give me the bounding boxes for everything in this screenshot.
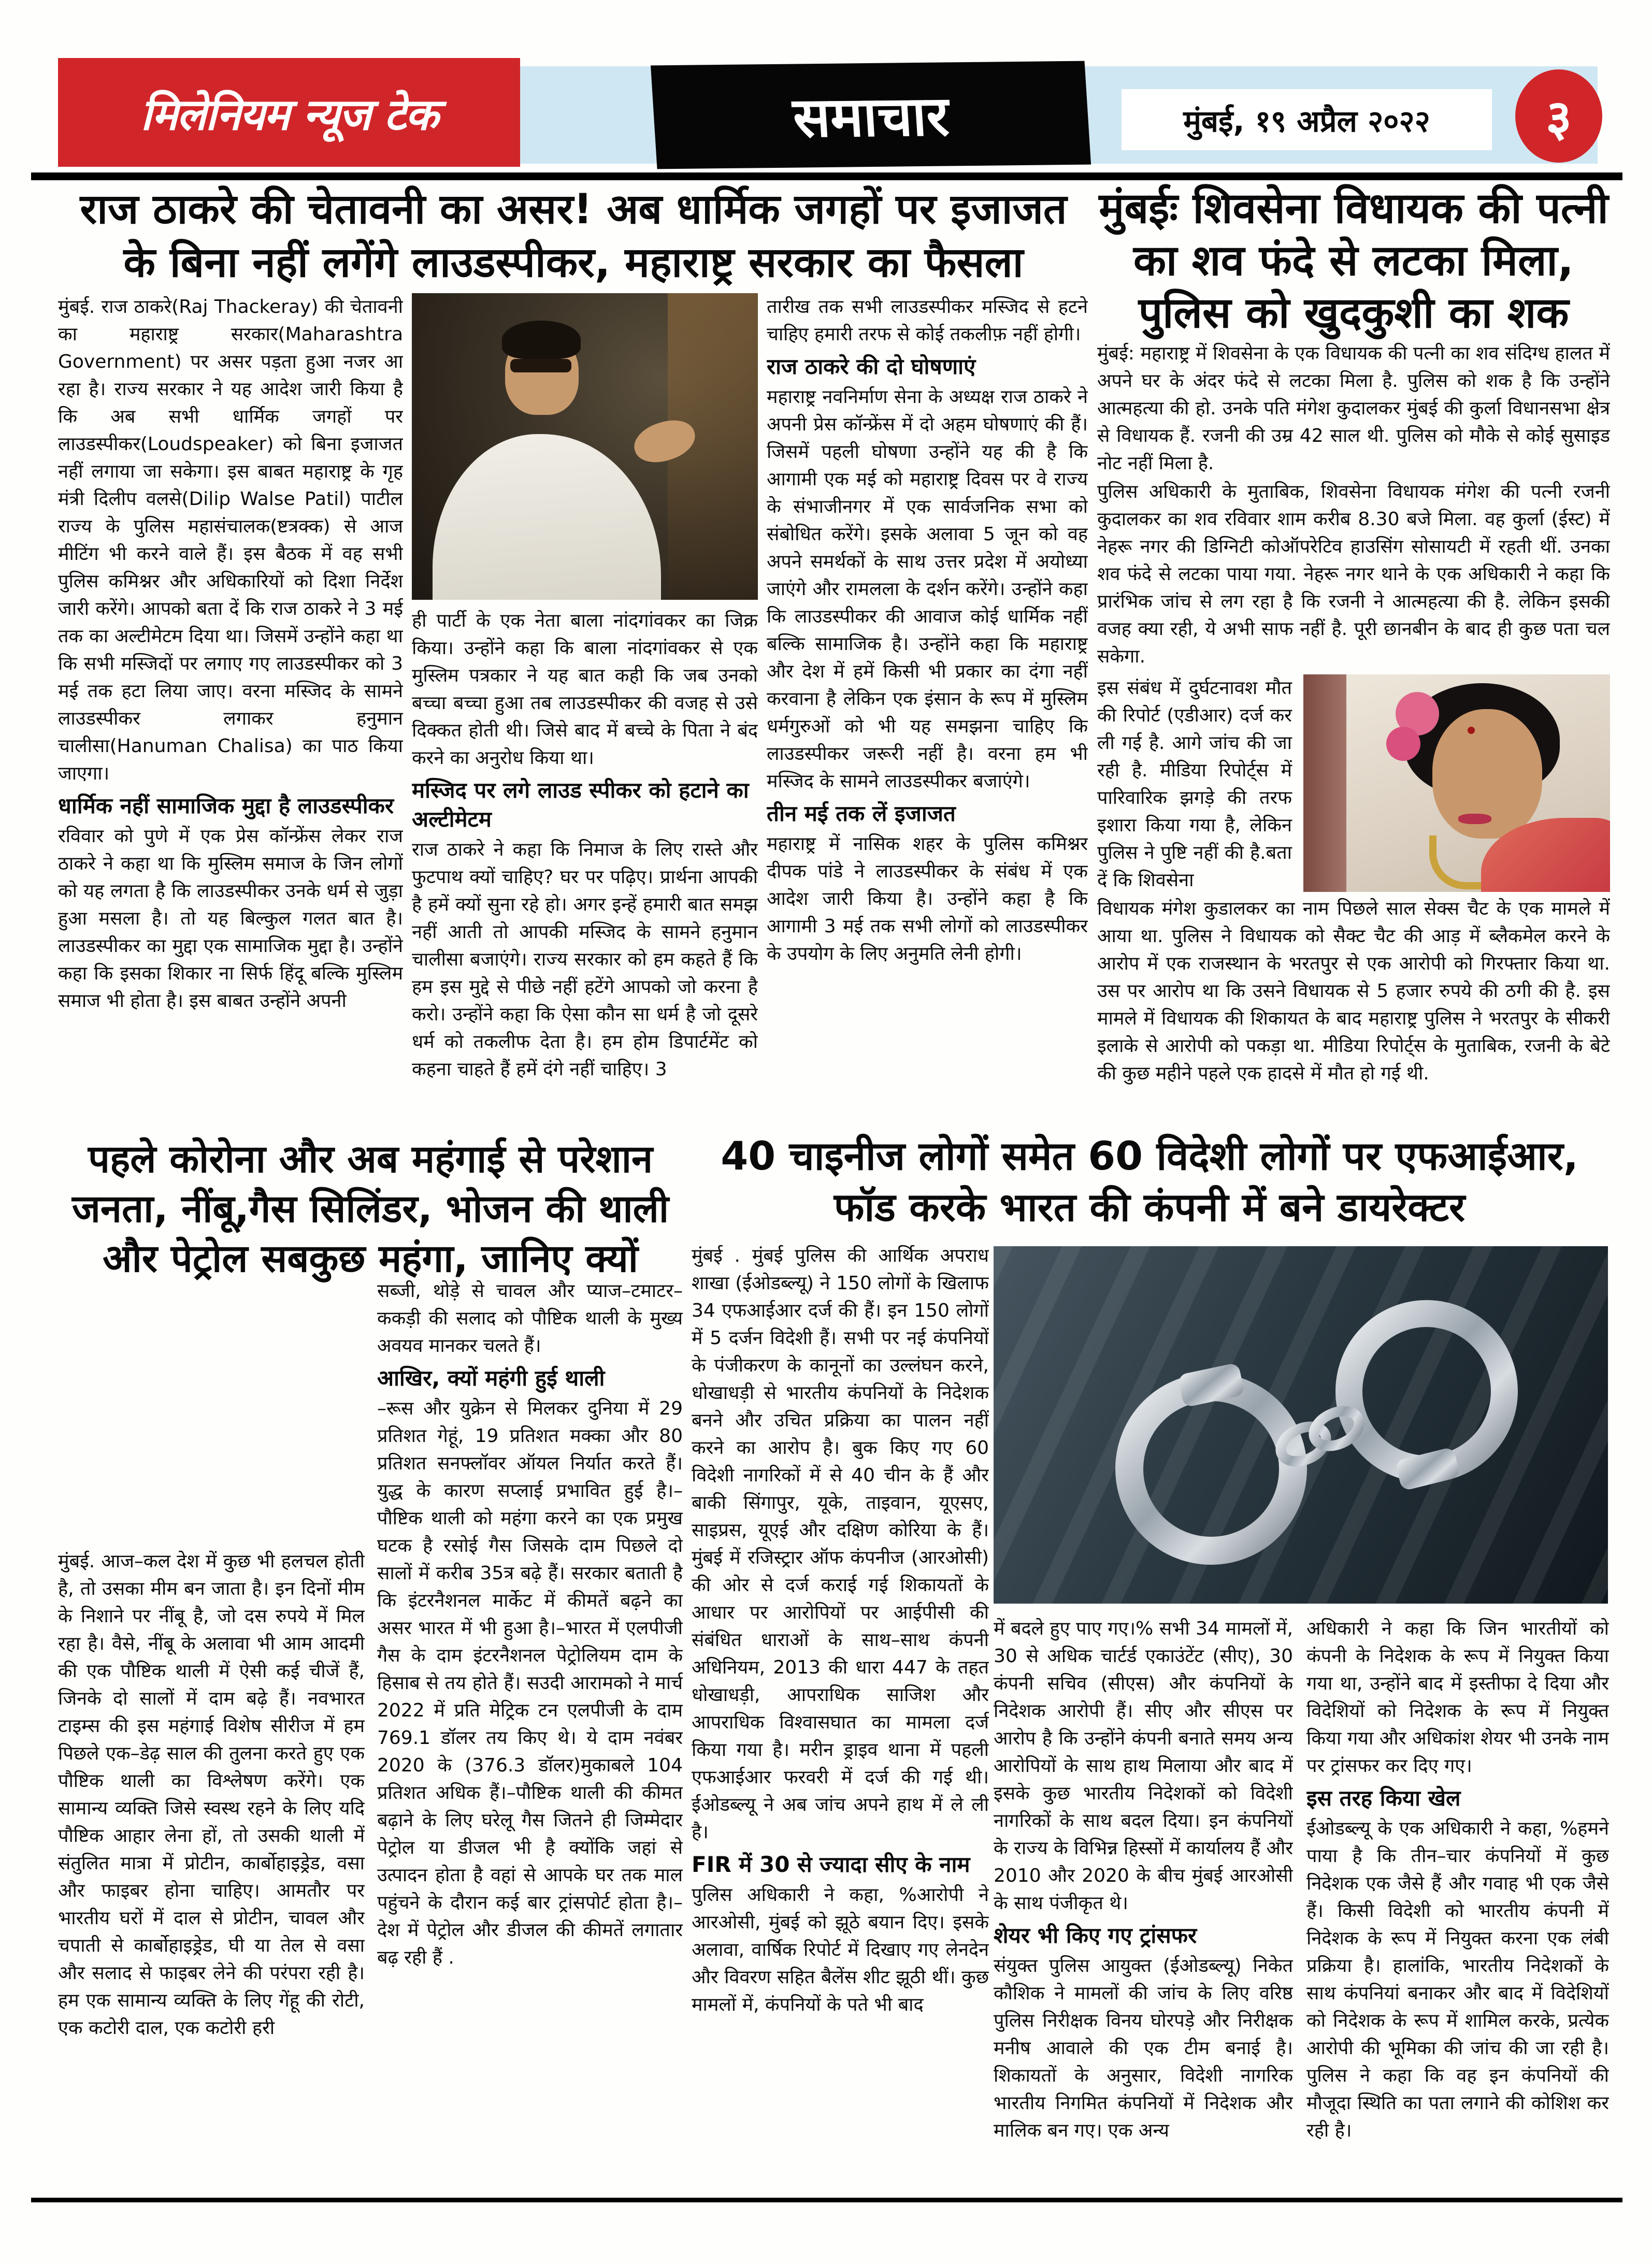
raj-thackeray-hair: [502, 321, 581, 359]
page-number-badge: [1515, 69, 1602, 163]
article-loudspeaker-headline: राज ठाकरे की चेतावनी का असर! अब धार्मिक जगहों पर इजाजत के बिना नहीं लगेंगे लाउडस्पीकर, महाराष्ट्र सरकार का फैसला: [80, 185, 1067, 286]
brand-title: मिलेनियम न्यूज टेक: [140, 89, 438, 140]
article-loudspeaker-subhead-social: धार्मिक नहीं सामाजिक मुद्दा है लाउडस्पीकर: [58, 793, 394, 818]
rajni-kudalkar-photo: [1303, 674, 1610, 892]
article-fir-col1: [692, 1242, 989, 2194]
handcuffs-illustration: [994, 1246, 1608, 1604]
masthead-date-box: [1122, 89, 1492, 150]
article-loudspeaker-col1: [58, 293, 403, 1148]
article-loudspeaker-subhead-announcements: राज ठाकरे की दो घोषणाएं: [767, 354, 976, 379]
article-fir-col3: [1306, 1615, 1609, 2195]
article-mla-wife-para2: पुलिस अधिकारी के मुताबिक, शिवसेना विधायक मंगेश की पत्नी रजनी कुदालकर का शव रविवार शाम करीब 8.30 बजे मिला. वह कुर्ला (ईस्ट) में नेहरू नगर की डिग्निटी कोऑपरेटिव हाउसिंग सोसायटी में रहती थीं. उनका शव फंदे से लटका पाया गया. नेहरू नगर थाने के एक अधिकारी ने कहा कि प्रारंभिक जांच से लग रहा है कि रजनी ने आत्महत्या की है. लेकिन इसकी वजह क्या रही, ये अभी साफ नहीं है. पूरी छानबीन के बाद ही कुछ पता चल सकेगा.: [1097, 481, 1610, 667]
raj-thackeray-glasses: [510, 359, 571, 372]
header-divider: [31, 172, 1622, 180]
article-loudspeaker-col2: [412, 293, 758, 1148]
raj-thackeray-photo: [412, 293, 758, 600]
page-number: ३: [1546, 89, 1572, 147]
article-fir-col2: [994, 1615, 1293, 2194]
article-fir-headline: 40 चाइनीज लोगों समेत 60 विदेशी लोगों पर एफआईआर, फॉड करके भारत की कंपनी में बने डायरेक्टर: [721, 1133, 1578, 1230]
article-fir-col3-para2: ईओडब्ल्यू के एक अधिकारी ने कहा, %हमने पाया है कि तीन–चार कंपनियों में कुछ निदेशक एक जैसे हैं और गवाह भी एक जैसे हैं। किसी विदेशी को भारतीय कंपनी में निदेशक के रूप में नियुक्त करना एक लंबी प्रक्रिया है। हालांकि, भारतीय निदेशकों के साथ कंपनियां बनाकर और बाद में विदेशियों को निदेशक के रूप में शामिल करके, प्रत्येक आरोपी की भूमिका की जांच की जा रही है। पुलिस ने कहा कि वह इन कंपनियों की मौजूदा स्थिति का पता लगाने की कोशिश कर रही है।: [1306, 1818, 1609, 2141]
article-inflation-colB-para2: –रूस और युक्रेन से मिलकर दुनिया में 29 प्रतिशत गेहूं, 19 प्रतिशत मक्का और 80 प्रतिशत सनफ्लॉवर ऑयल निर्यात करते हैं। युद्ध के कारण सप्लाई प्रभावित हुई है।–पौष्टिक थाली को महंगा करने का एक प्रमुख घटक है रसोई गैस जिसके दाम पिछले दो सालों में करीब 35त्र बढ़े हैं। सरकार बताती है कि इंटरनैशनल मार्केट में कीमतें बढ़ने का असर भारत में भी हुआ है।–भारत में एलपीजी गैस के दाम इंटरनैशनल पेट्रोलियम दाम के हिसाब से तय होते हैं। सउदी आरामको ने मार्च 2022 में प्रति मेट्रिक टन एलपीजी के दाम 769.1 डॉलर तय किए थे। ये दाम नवंबर 2020 के (376.3 डॉलर)मुकाबले 104 प्रतिशत अधिक हैं।–पौष्टिक थाली की कीमत बढ़ाने के लिए घरेलू गैस जितने ही जिम्मेदार पेट्रोल या डीजल भी है क्योंकि जहां से उत्पादन होता है वहां से आपके घर तक माल पहुंचने के दौरान कई बार ट्रांसपोर्ट होता है।–देश में पेट्रोल और डीजल की कीमतें लगातार बढ़ रही हैं .: [377, 1398, 683, 1968]
article-fir-subhead-how-game-played: इस तरह किया खेल: [1306, 1785, 1461, 1811]
section-title: समाचार: [791, 84, 951, 150]
article-inflation-subhead-why-costly: आखिर, क्यों महंगी हुई थाली: [377, 1365, 605, 1391]
article-loudspeaker-col3: [767, 293, 1088, 1148]
article-inflation-lead-para: मुंबई. आज–कल देश में कुछ भी हलचल होती है, तो उसका मीम बन जाता है। इन दिनों मीम के निशाने पर नींबू है, जो दस रुपये में मिल रहा है। वैसे, नींबू के अलावा भी आम आदमी की एक पौष्टिक थाली में ऐसी कई चीजें हैं, जिनके दो सालों में दाम बढ़े हैं। नवभारत टाइम्स की इस महंगाई विशेष सीरीज में हम पिछले एक–डेढ़ साल की तुलना करते हुए एक पौष्टिक थाली का विश्लेषण करेंगे। एक सामान्य व्यक्ति जिसे स्वस्थ रहने के लिए यदि पौष्टिक आहार लेना हों, तो उसकी थाली में संतुलित मात्रा में प्रोटीन, कार्बोहाइड्रेड, वसा और फाइबर होना चाहिए। आमतौर पर भारतीय घरों में दाल से प्रोटीन, चावल और चपाती से कार्बोहाइड्रेड, घी या तेल से वसा और सलाद से फाइबर लेने की परंपरा रही है। हम एक सामान्य व्यक्ति के लिए गेंहू की रोटी, एक कटोरी दाल, एक कटोरी हरी: [58, 1551, 365, 2039]
article-loudspeaker-col3-para2: महाराष्ट्र नवनिर्माण सेना के अध्यक्ष राज ठाकरे ने अपनी प्रेस कॉन्फ्रेंस में दो अहम घोषणाएं की हैं। जिसमें पहली घोषणा उन्होंने यह की है कि आगामी एक मई को महाराष्ट्र दिवस पर वे राज्य के संभाजीनगर में एक सार्वजनिक सभा को संबोधित करेंगे। इसके अलावा 5 जून को वह अपने समर्थकों के साथ उत्तर प्रदेश में अयोध्या जाएंगे और रामलला के दर्शन करेंगे। उन्होंने कहा कि लाउडस्पीकर की आवाज कोई धार्मिक नहीं बल्कि सामाजिक है। उन्होंने कहा कि महाराष्ट्र और देश में हमें किसी भी प्रकार का दंगा नहीं करवाना है लेकिन एक इंसान के रूप में मुस्लिम धर्मगुरुओं को भी यह समझना चाहिए कि लाउडस्पीकर जरूरी नहीं है। वरना हम भी मस्जिद के सामने लाउडस्पीकर बजाएंगे।: [767, 386, 1088, 792]
article-mla-wife-para1: मुंबई: महाराष्ट्र में शिवसेना के एक विधायक की पत्नी का शव संदिग्ध हालत में अपने घर के अंदर फंदे से लटका मिला है. पुलिस को शक है कि उन्होंने आत्महत्या की हो. उनके पति मंगेश कुदालकर मुंबई की कुर्ला विधानसभा क्षेत्र से विधायक हैं. रजनी की उम्र 42 साल थी. पुलिस को मौके से कोई सुसाइड नोट नहीं मिला है.: [1097, 343, 1610, 474]
article-inflation-headline: पहले कोरोना और अब महंगाई से परेशान जनता, नींबू,गैस सिलिंडर, भोजन की थाली और पेट्रोल सबकुछ महंगा, जानिए क्यों: [72, 1137, 669, 1281]
article-loudspeaker-col1-para2: रविवार को पुणे में एक प्रेस कॉन्फ्रेंस लेकर राज ठाकरे ने कहा था कि मुस्लिम समाज के जिन लोगों को यह लगता है कि लाउडस्पीकर उनके धर्म से जुड़ा हुआ मसला है। तो यह बिल्कुल गलत बात है। लाउडस्पीकर का मुद्दा एक सामाजिक मुद्दा है। उन्होंने कहा कि इसका शिकार ना सिर्फ हिंदू बल्कि मुस्लिम समाज भी होता है। इस बाबत उन्होंने अपनी: [58, 826, 403, 1012]
article-loudspeaker-col3-para3: महाराष्ट्र में नासिक शहर के पुलिस कमिश्नर दीपक पांडे ने लाउडस्पीकर के संबंध में एक आदेश जारी किया है। उन्होंने कहा है कि आगामी 3 मई तक सभी लोगों को लाउडस्पीकर के उपयोग के लिए अनुमति लेनी होगी।: [767, 833, 1088, 964]
masthead-section-box: [651, 61, 1091, 169]
rajni-lips: [1458, 814, 1491, 824]
article-loudspeaker-col2-para1: ही पार्टी के एक नेता बाला नांदगांवकर का जिक्र किया। उन्होंने कहा कि बाला नांदगांवकर से एक मुस्लिम पत्रकार ने यह बात कही कि जब उनको बच्चा बच्चा हुआ तब लाउडस्पीकर की वजह से उसे दिक्कत होती थी। जिसे बाद में बच्चे के पिता ने बंद करने का अनुरोध किया था।: [412, 610, 758, 769]
photo-background: [1303, 674, 1346, 892]
article-inflation-right-column: [377, 1277, 683, 2197]
handcuffs-photo: [994, 1246, 1608, 1604]
article-loudspeaker-subhead-ultimatum: मस्जिद पर लगे लाउड स्पीकर को हटाने का अल्टीमेटम: [412, 777, 749, 832]
article-fir-subhead-ca-names: FIR में 30 से ज्यादा सीए के नाम: [692, 1852, 970, 1877]
article-fir-col3-para1: अधिकारी ने कहा कि जिन भारतीयों को कंपनी के निदेशक के रूप में नियुक्त किया गया था, उन्होंने बाद में इस्तीफा दे दिया और विदेशियों को निदेशक के रूप में नियुक्त किया गया और अधिकांश शेयर भी उनके नाम पर ट्रांसफर कर दिए गए।: [1306, 1618, 1609, 1777]
article-fir-col1-para2: पुलिस अधिकारी ने कहा, %आरोपी ने आरओसी, मुंबई को झूठे बयान दिए। इसके अलावा, वार्षिक रिपोर्ट में दिखाए गए लेनदेन और विवरण सहित बैलेंस शीट झूठी थीं। कुछ मामलों में, कंपनियों के पते भी बाद: [692, 1884, 989, 2015]
article-loudspeaker-col1-para1: मुंबई. राज ठाकरे(Raj Thackeray) की चेतावनी का महाराष्ट्र सरकार(Maharashtra Government) पर असर पड़ता हुआ नजर आ रहा है। राज्य सरकार ने यह आदेश जारी किया है कि अब सभी धार्मिक जगहों पर लाउडस्पीकर(Loudspeaker) को बिना इजाजत नहीं लगाया जा सकेगा। इस बाबत महाराष्ट्र के गृह मंत्री दिलीप वलसे(Dilip Walse Patil) पाटील राज्य के पुलिस महासंचालक(ष्टत्रक्क) से आज मीटिंग भी करने वाले हैं। इस बैठक में वह सभी पुलिस कमिश्नर और अधिकारियों को दिशा निर्देश जारी करेंगे। आपको बता दें कि राज ठाकरे ने 3 मई तक का अल्टीमेटम दिया था। जिसमें उन्होंने कहा था कि सभी मस्जिदों पर लगाए गए लाउडस्पीकर को 3 मई तक हटा लिया जाए। वरना मस्जिद के सामने लाउडस्पीकर लगाकर हनुमान चालीसा(Hanuman Chalisa) का पाठ किया जाएगा।: [58, 296, 403, 784]
article-mla-wife-para4: विधायक मंगेश कुडालकर का नाम पिछले साल सेक्स चैट के एक मामले में आया था. पुलिस ने विधायक को सैक्ट चैट की आड़ में ब्लैकमेल करने के आरोप में एक राजस्थान के भरतपुर से एक आरोपी को गिरफ्तार किया था. उस पर आरोप था कि उसने विधायक से 5 हजार रुपये की ठगी की है. इस मामले में विधायक की शिकायत के बाद महाराष्ट्र पुलिस ने भरतपुर के सीकरी इलाके से आरोपी को पकड़ा था. मीडिया रिपोर्ट्स के मुताबिक, रजनी के बेटे की कुछ महीने पहले एक हादसे में मौत हो गई थी.: [1097, 898, 1610, 1084]
article-loudspeaker-col3-para1: तारीख तक सभी लाउडस्पीकर मस्जिद से हटने चाहिए हमारी तरफ से कोई तकलीफ़ नहीं होगी।: [767, 296, 1088, 345]
article-loudspeaker-col2-para2: राज ठाकरे ने कहा कि निमाज के लिए रास्ते और फुटपाथ क्यों चाहिए? घर पर पढ़िए। प्रार्थना आपकी है हमें क्यों सुना रहे हो। अगर इन्हें हमारी बात समझ नहीं आती तो आपकी मस्जिद के सामने हनुमान चालीसा बजाएंगे। राज्य सरकार को हम कहते हैं कि हम इस मुद्दे से पीछे नहीं हटेंगे आपको जो करना है करो। उन्होंने कहा कि ऐसा कौन सा धर्म है जो दूसरे धर्म को तकलीफ देता है। हम होम डिपार्टमेंट को कहना चाहते हैं हमें दंगे नहीं चाहिए। 3: [412, 839, 758, 1080]
article-fir-col1-para1: मुंबई . मुंबई पुलिस की आर्थिक अपराध शाखा (ईओडब्ल्यू) ने 150 लोगों के खिलाफ 34 एफआईआर दर्ज की हैं। इन 150 लोगों में 5 दर्जन विदेशी हैं। सभी पर नई कंपनियों के पंजीकरण के कानूनों का उल्लंघन करने, धोखाधड़ी से भारतीय कंपनियों के निदेशक बनने और उचित प्रक्रिया का पालन नहीं करने का आरोप है। बुक किए गए 60 विदेशी नागरिकों में से 40 चीन के हैं और बाकी सिंगापुर, यूके, ताइवान, यूएसए, साइप्रस, यूएई और दक्षिण कोरिया के हैं।मुंबई में रजिस्ट्रार ऑफ कंपनीज (आरओसी) की ओर से दर्ज कराई गई शिकायतों के आधार पर आरोपियों पर आईपीसी की संबंधित धाराओं के साथ–साथ कंपनी अधिनियम, 2013 की धारा 447 के तहत धोखाधड़ी, आपराधिक साजिश और आपराधिक विश्वासघात का मामला दर्ज किया गया है। मरीन ड्राइव थाना में पहली एफआईआर फरवरी में दर्ज की गई थी। ईओडब्ल्यू ने अब जांच अपने हाथ में ले ली है।: [692, 1245, 989, 1843]
article-mla-wife-photo-row: [1097, 674, 1610, 895]
article-fir-col2-para1: में बदले हुए पाए गए।% सभी 34 मामलों में, 30 से अधिक चार्टर्ड एकाउंटेंट (सीए), 30 कंपनी सचिव (सीएस) और कंपनियों के निदेशक आरोपी हैं। सीए और सीएस पर आरोप है कि उन्होंने कंपनी बनाते समय अन्य आरोपियों के साथ हाथ मिलाया और बाद में इसके कुछ भारतीय निदेशकों को विदेशी नागरिकों के साथ बदल दिया। इन कंपनियों के राज्य के विभिन्न हिस्सों में कार्यालय हैं और 2010 और 2020 के बीच मुंबई आरओसी के साथ पंजीकृत थे।: [994, 1618, 1293, 1914]
edition-date: मुंबई, १९ अप्रैल २०२२: [1183, 103, 1430, 139]
vegetable-market-photo: [58, 1285, 365, 1539]
bindi-dot: [1468, 727, 1475, 734]
hair-flower-icon: [1386, 727, 1420, 761]
article-fir-subhead-shares-transferred: शेयर भी किए गए ट्रांसफर: [994, 1923, 1197, 1948]
article-mla-wife-body: [1097, 340, 1610, 1132]
article-mla-wife-para3: इस संबंध में दुर्घटनावश मौत की रिपोर्ट (एडीआर) दर्ज कर ली गई है. आगे जांच की जा रही है. मीडिया रिपोर्ट्स में पारिवारिक झगड़े की तरफ इशारा किया गया है, लेकिन पुलिस ने पुष्टि नहीं की है.बता दें कि शिवसेना: [1097, 677, 1292, 891]
masthead-brand-box: [58, 58, 520, 167]
article-loudspeaker-subhead-permission: तीन मई तक लें इजाजत: [767, 801, 956, 826]
footer-divider: [31, 2198, 1622, 2202]
raj-thackeray-kurta: [433, 434, 661, 600]
article-mla-wife-headline: मुंबईः शिवसेना विधायक की पत्नी का शव फंदे से लटका मिला, पुलिस को खुदकुशी का शक: [1099, 184, 1608, 338]
article-fir-col2-para2: संयुक्त पुलिस आयुक्त (ईओडब्ल्यू) निकेत कौशिक ने मामलों की जांच के लिए वरिष्ठ पुलिस निरीक्षक विनय घोरपड़े और निरीक्षक मनीष आवाले की एक टीम बनाई है। शिकायतों के अनुसार, विदेशी नागरिक भारतीय निगमित कंपनियों में निदेशक और मालिक बन गए। एक अन्य: [994, 1955, 1293, 2141]
article-inflation-left-column: [58, 1285, 365, 2196]
article-inflation-colB-para1: सब्जी, थोड़े से चावल और प्याज–टमाटर–ककड़ी की सलाद को पौष्टिक थाली के मुख्य अवयव मानकर चलते हैं।: [377, 1280, 683, 1357]
